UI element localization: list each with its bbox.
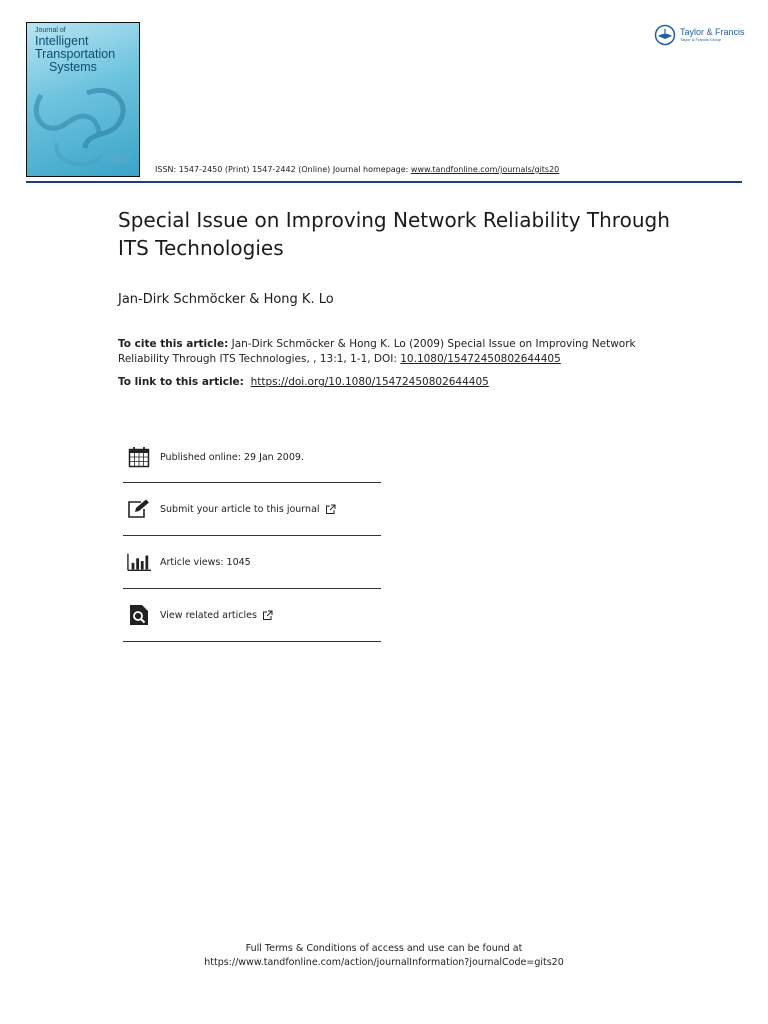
publisher-group: Taylor & Francis Group <box>680 37 721 42</box>
journal-cover <box>26 22 140 177</box>
article-views-count: Article views: 1045 <box>160 556 251 568</box>
cover-line-1: Journal of <box>35 27 66 34</box>
cover-line-4: Systems <box>49 60 97 74</box>
cite-text: Jan-Dirk Schmöcker & Hong K. Lo (2009) Special Issue on Improving Network Reliability Through ITS Technologies, , 13:1, 1-1, DOI: <box>118 338 636 365</box>
taylor-francis-logo-icon <box>654 24 676 46</box>
issn-text: ISSN: 1547-2450 (Print) 1547-2442 (Online) Journal homepage: <box>155 165 411 174</box>
publisher-logo[interactable] <box>654 24 745 46</box>
article-link <box>118 376 489 388</box>
article-info-list <box>123 432 381 642</box>
external-link-icon <box>262 610 273 621</box>
submit-article-link[interactable]: Submit your article to this journal <box>160 503 320 515</box>
cover-line-2: Intelligent <box>35 34 89 48</box>
issn-line <box>155 165 559 174</box>
edit-icon <box>127 497 151 521</box>
journal-homepage-link[interactable]: www.tandfonline.com/journals/gits20 <box>410 165 560 174</box>
article-doi-url[interactable]: https://doi.org/10.1080/15472450802644405 <box>250 376 489 388</box>
article-authors: Jan-Dirk Schmöcker & Hong K. Lo <box>118 292 334 307</box>
cover-line-3: Transportation <box>35 47 116 61</box>
info-published <box>123 432 381 483</box>
bar-chart-icon <box>127 550 151 574</box>
citation <box>118 337 658 367</box>
cite-label: To cite this article: <box>118 338 229 350</box>
header-divider <box>26 181 742 183</box>
footer <box>0 942 768 970</box>
related-articles-link[interactable]: View related articles <box>160 609 257 621</box>
cite-doi-link[interactable]: 10.1080/15472450802644405 <box>400 353 561 365</box>
article-title: Special Issue on Improving Network Reliability Through ITS Technologies <box>118 208 670 260</box>
external-link-icon <box>325 504 336 515</box>
search-document-icon <box>127 603 151 627</box>
cover-title <box>35 27 115 74</box>
footer-terms: Full Terms & Conditions of access and use can be found at <box>245 943 523 954</box>
calendar-icon <box>127 445 151 469</box>
published-date: Published online: 29 Jan 2009. <box>160 451 304 463</box>
info-article-views <box>123 536 381 589</box>
link-label: To link to this article: <box>118 376 244 388</box>
info-related-articles[interactable] <box>123 589 381 642</box>
publisher-name: Taylor & Francis <box>680 27 745 37</box>
info-submit-article[interactable] <box>123 483 381 536</box>
footer-url[interactable]: https://www.tandfonline.com/action/journalInformation?journalCode=gits20 <box>204 957 564 968</box>
